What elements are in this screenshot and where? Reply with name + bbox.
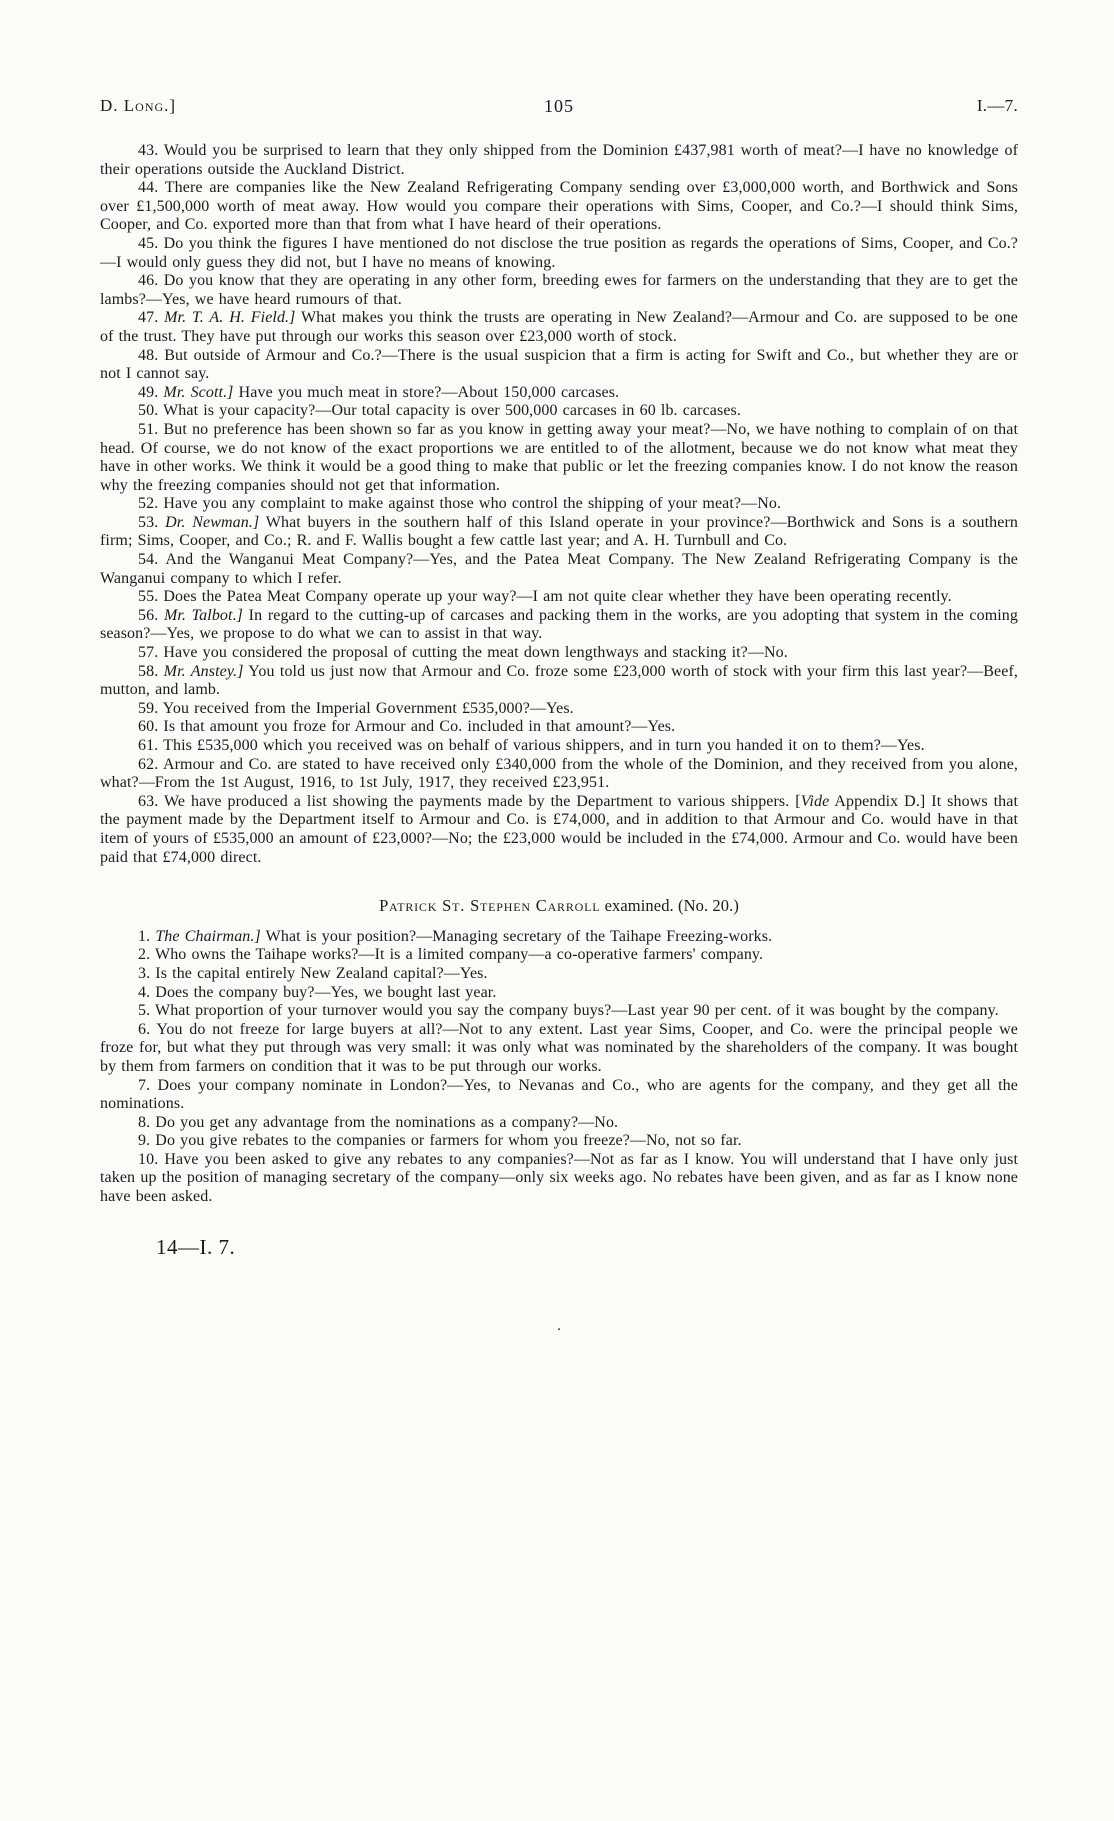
- text-run: 58.: [138, 662, 164, 680]
- paper-reference: I.—7.: [976, 96, 1018, 115]
- paragraph: [100, 663, 1018, 700]
- text-run: 55. Does the Patea Meat Company operate up your way?—I am not quite clear whether they have been operating recently.: [138, 588, 952, 606]
- text-run: 51. But no preference has been shown so far as you know in getting away your meat?—No, we have nothing to complain of on that head. Of course, we do not know of the exact proportions we are entitled to of the allotment, because we do not know what meat they have in other works. We think it would be a good thing to make that public or let the freezing companies know. I do not know the reason why the freezing companies should not get that information.: [100, 420, 1018, 494]
- paragraph: [100, 272, 1018, 309]
- text-run: You told us just now that Armour and Co. froze some £23,000 worth of stock with your firm this last year?—Beef, mutton, and lamb.: [100, 662, 1018, 699]
- text-run: 52. Have you any complaint to make against those who control the shipping of your meat?—No.: [138, 495, 782, 513]
- paragraph: [100, 179, 1018, 235]
- paragraph: [100, 946, 1018, 965]
- paragraph: [100, 737, 1018, 756]
- paragraph: [100, 235, 1018, 272]
- paragraph: [100, 1002, 1018, 1021]
- text-run: Have you much meat in store?—About 150,000 carcases.: [233, 383, 620, 401]
- text-run: Appendix D.] It shows that the payment made by the Department itself to Armour and Co. is £74,000, and in addition to that Armour and Co. would have in that item of yours of £535,000 an amount of £23,000?—No; the £23,000 would be included in the £74,000. Armour and Co. would have been paid that £74,000 direct.: [100, 792, 1019, 866]
- speaker-name: The Chairman.]: [155, 927, 261, 945]
- witness-name: Patrick St. Stephen Carroll: [379, 896, 601, 916]
- section-heading: [100, 897, 1018, 916]
- paragraph: [100, 965, 1018, 984]
- text-run: 45. Do you think the figures I have mentioned do not disclose the true position as regards the operations of Sims, Cooper, and Co.?—I would only guess they did not, but I have no means of knowing.: [100, 234, 1018, 271]
- text-run: 49.: [138, 383, 164, 401]
- speaker-name: Mr. Anstey.]: [163, 662, 244, 680]
- text-run: 1.: [138, 927, 156, 945]
- text-run: 47.: [138, 309, 165, 327]
- text-run: 7. Does your company nominate in London?—Yes, to Nevanas and Co., who are agents for the company, and they get all the nominations.: [100, 1076, 1018, 1113]
- text-run: examined. (No. 20.): [600, 896, 739, 916]
- paragraph: [100, 793, 1018, 867]
- paragraph: [100, 142, 1018, 179]
- text-run: 4. Does the company buy?—Yes, we bought last year.: [138, 983, 497, 1001]
- text-run: 56.: [138, 606, 164, 624]
- paragraph: [100, 1021, 1018, 1077]
- text-run: 5. What proportion of your turnover would you say the company buys?—Last year 90 per cent. of it was bought by the company.: [138, 1002, 999, 1020]
- text-run: 63. We have produced a list showing the payments made by the Department to various shippers. [: [138, 792, 801, 810]
- paragraph: [100, 421, 1018, 495]
- text-run: 3. Is the capital entirely New Zealand capital?—Yes.: [138, 964, 488, 982]
- speaker-name: Mr. T. A. H. Field.]: [164, 309, 296, 327]
- text-run: 46. Do you know that they are operating in any other form, breeding ewes for farmers on the understanding that they are to get the lambs?—Yes, we have heard rumours of that.: [100, 272, 1018, 308]
- document-body: [100, 142, 1018, 1207]
- paragraph: [100, 700, 1018, 719]
- paragraph: [100, 384, 1018, 403]
- text-run: 59. You received from the Imperial Government £535,000?—Yes.: [138, 699, 574, 717]
- text-run: What buyers in the southern half of this Island operate in your province?—Borthwick and Sons is a southern firm; Sims, Cooper, and Co.; R. and F. Wallis bought a few cattle last year; and A. H. Turnbull and Co.: [100, 513, 1018, 550]
- paragraph: [100, 984, 1018, 1003]
- paragraph: [100, 495, 1018, 514]
- text-run: 9. Do you give rebates to the companies or farmers for whom you freeze?—No, not so far.: [138, 1132, 742, 1150]
- text-run: 43. Would you be surprised to learn that they only shipped from the Dominion £437,981 worth of meat?—I have no knowledge of their operations outside the Auckland District.: [100, 142, 1018, 178]
- printers-dot-mark: .: [557, 1317, 561, 1334]
- header-witness-name: D. Long.]: [100, 96, 177, 115]
- speaker-name: Vide: [800, 792, 830, 810]
- text-run: 61. This £535,000 which you received was on behalf of various shippers, and in turn you handed it on to them?—Yes.: [138, 737, 925, 754]
- text-run: 44. There are companies like the New Zealand Refrigerating Company sending over £3,000,000 worth, and Borthwick and Sons over £1,500,000 worth of meat away. How would you compare their operations with Sims, Cooper, and Co.?—I should think Sims, Cooper, and Co. exported more than that from what I have heard of their operations.: [100, 179, 1018, 234]
- text-run: 10. Have you been asked to give any rebates to any companies?—Not as far as I know. You will understand that I have only just taken up the position of managing secretary of the company—only six weeks ago. No rebates have been given, and as far as I know none have been asked.: [100, 1150, 1018, 1206]
- text-run: In regard to the cutting-up of carcases and packing them in the works, are you adopting that system in the coming season?—Yes, we propose to do what we can to assist in that way.: [100, 606, 1018, 643]
- text-run: 57. Have you considered the proposal of cutting the meat down lengthways and stacking it?—No.: [138, 644, 788, 662]
- paragraph: [100, 644, 1018, 663]
- speaker-name: Mr. Talbot.]: [163, 606, 244, 624]
- text-run: 8. Do you get any advantage from the nominations as a company?—No.: [138, 1113, 619, 1131]
- paragraph: [100, 718, 1018, 737]
- paragraph: [100, 402, 1018, 421]
- paragraph: [100, 347, 1018, 384]
- page-header: [100, 96, 1018, 116]
- paragraph: [100, 1151, 1018, 1207]
- paragraph: [100, 928, 1018, 947]
- paragraph: [100, 1114, 1018, 1133]
- paragraph: [100, 309, 1018, 346]
- speaker-name: Dr. Newman.]: [165, 513, 260, 531]
- text-run: What is your position?—Managing secretary of the Taihape Freezing-works.: [260, 927, 773, 945]
- paragraph: [100, 1077, 1018, 1114]
- paragraph: [100, 551, 1018, 588]
- text-run: What makes you think the trusts are operating in New Zealand?—Armour and Co. are supposed to be one of the trust. They have put through our works this season over £23,000 worth of stock.: [100, 309, 1018, 345]
- text-run: 48. But outside of Armour and Co.?—There is the usual suspicion that a firm is acting for Swift and Co., but whether they are or not I cannot say.: [100, 346, 1018, 383]
- signature-mark: 14—I. 7.: [156, 1234, 236, 1259]
- paragraph: [100, 1132, 1018, 1151]
- text-run: 60. Is that amount you froze for Armour and Co. included in that amount?—Yes.: [138, 718, 676, 736]
- text-run: 53.: [138, 513, 166, 531]
- paragraph: [100, 756, 1018, 793]
- speaker-name: Mr. Scott.]: [163, 383, 234, 401]
- text-run: 50. What is your capacity?—Our total capacity is over 500,000 carcases in 60 lb. carcases.: [138, 402, 741, 420]
- paragraph: [100, 607, 1018, 644]
- text-run: 6. You do not freeze for large buyers at all?—Not to any extent. Last year Sims, Cooper, and Co. were the principal people we froze for, but what they put through was very small: it was only what was nominated by the shareholders of the company. It was bought by them from farmers on condition that it was to be put through our works.: [100, 1020, 1018, 1075]
- paragraph: [100, 588, 1018, 607]
- page-footer: [100, 1235, 1018, 1260]
- paragraph: [100, 514, 1018, 551]
- text-run: 62. Armour and Co. are stated to have received only £340,000 from the whole of the Dominion, and they received from you alone, what?—From the 1st August, 1916, to 1st July, 1917, they received £23,951.: [100, 755, 1018, 792]
- text-run: 2. Who owns the Taihape works?—It is a limited company—a co-operative farmers' company.: [138, 946, 764, 964]
- page-number: 105: [544, 96, 574, 116]
- text-run: 54. And the Wanganui Meat Company?—Yes, and the Patea Meat Company. The New Zealand Refrigerating Company is the Wanganui company to which I refer.: [100, 551, 1018, 587]
